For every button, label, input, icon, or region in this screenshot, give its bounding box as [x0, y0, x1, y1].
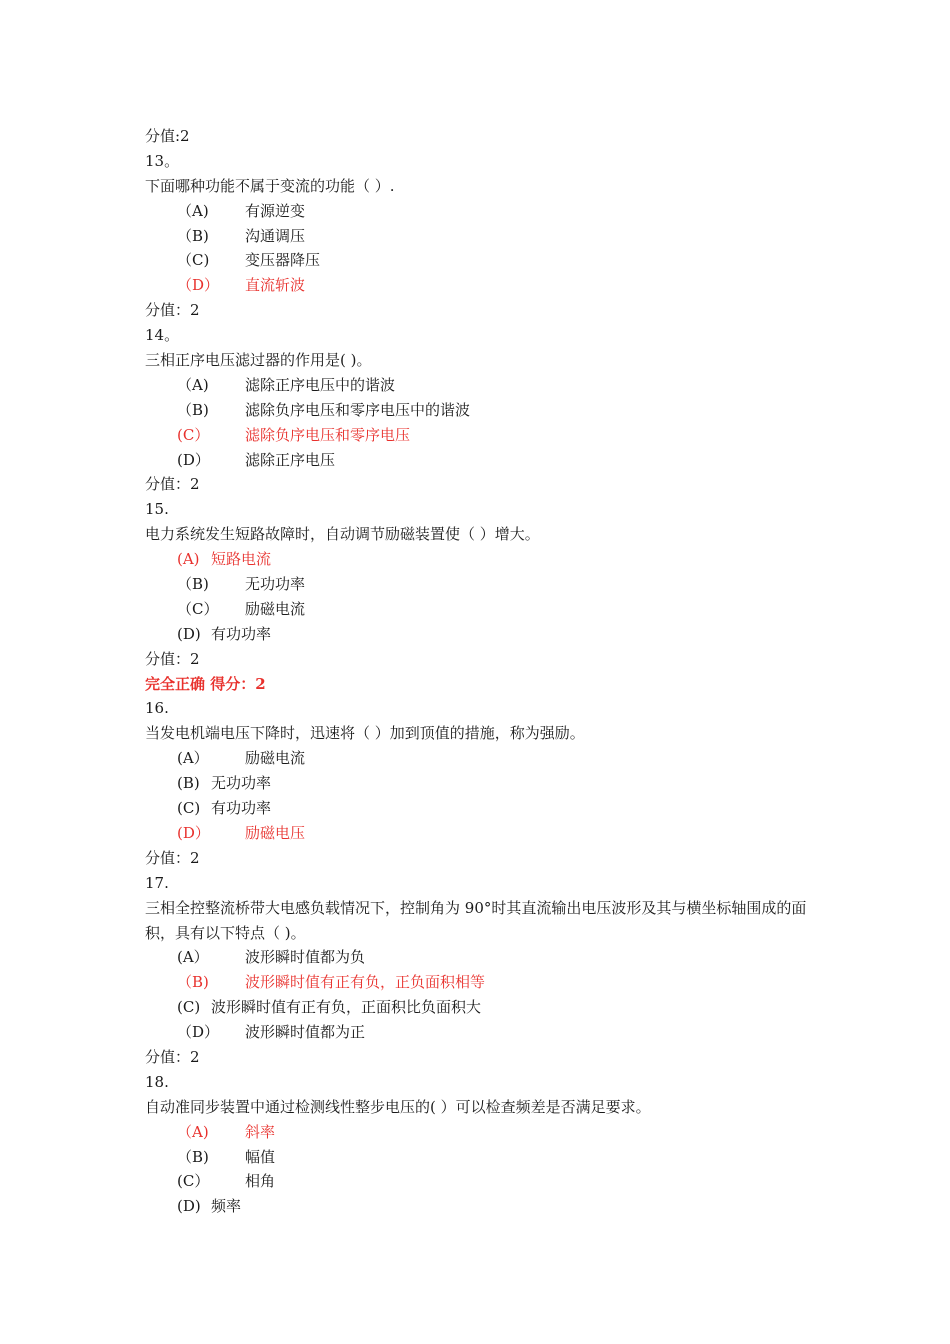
option-b — [145, 572, 825, 597]
option-b — [145, 398, 825, 423]
option-letter: (C） — [177, 425, 210, 444]
option-text: 波形瞬时值都为负 — [245, 948, 366, 967]
option-text: 沟通调压 — [245, 226, 306, 245]
option-c — [145, 995, 825, 1020]
document-page — [145, 124, 825, 1219]
option-text: 励磁电压 — [245, 823, 306, 842]
option-letter: (B) — [177, 774, 200, 793]
option-letter: （A) — [177, 201, 209, 220]
option-letter: (C) — [177, 998, 201, 1017]
option-text: 变压器降压 — [245, 251, 321, 270]
question-number: 18. — [145, 1072, 169, 1091]
option-letter: (D） — [177, 450, 210, 469]
option-letter: （C） — [177, 599, 219, 618]
option-a — [145, 373, 825, 398]
option-text: 相角 — [245, 1172, 276, 1191]
option-text: 有功功率 — [211, 624, 272, 643]
option-d-correct — [145, 273, 825, 298]
intro-score: 分值:2 — [145, 127, 190, 145]
option-letter: （B) — [177, 400, 209, 419]
question-15 — [145, 497, 825, 696]
option-d — [145, 622, 825, 647]
question-number: 13。 — [145, 151, 180, 170]
option-b — [145, 771, 825, 796]
question-14 — [145, 323, 825, 497]
question-text: 下面哪种功能不属于变流的功能（ ）. — [145, 176, 395, 195]
option-a-correct — [145, 1120, 825, 1145]
option-letter: （C) — [177, 251, 210, 270]
question-text: 三相正序电压滤过器的作用是( )。 — [145, 351, 372, 370]
option-text: 波形瞬时值都为正 — [245, 1023, 366, 1042]
option-text: 频率 — [211, 1197, 242, 1216]
question-number: 15. — [145, 500, 169, 519]
option-letter: （B) — [177, 1147, 209, 1166]
question-16 — [145, 696, 825, 870]
option-letter: (A) — [177, 550, 200, 569]
option-text: 滤除正序电压中的谐波 — [245, 375, 396, 394]
question-number: 14。 — [145, 326, 180, 345]
option-text: 波形瞬时值有正有负，正负面积相等 — [245, 973, 486, 992]
option-b — [145, 1145, 825, 1170]
option-letter: （A) — [177, 1122, 209, 1141]
question-score: 分值：2 — [145, 649, 200, 668]
option-d — [145, 1020, 825, 1045]
question-score: 分值：2 — [145, 475, 200, 494]
question-number: 16. — [145, 699, 169, 718]
option-a — [145, 945, 825, 970]
option-c — [145, 796, 825, 821]
option-text: 滤除负序电压和零序电压 — [245, 425, 411, 444]
option-letter: (A） — [177, 749, 209, 768]
option-text: 幅值 — [245, 1147, 276, 1166]
question-score: 分值：2 — [145, 301, 200, 320]
question-score: 分值：2 — [145, 848, 200, 867]
option-c-correct — [145, 423, 825, 448]
option-letter: (D) — [177, 1197, 201, 1216]
question-18 — [145, 1070, 825, 1219]
option-text: 直流斩波 — [245, 276, 306, 295]
option-letter: （B) — [177, 226, 209, 245]
option-letter: (D） — [177, 823, 210, 842]
option-a-correct — [145, 547, 825, 572]
question-number: 17. — [145, 873, 169, 892]
option-text: 无功功率 — [245, 575, 306, 594]
question-13 — [145, 149, 825, 323]
option-text: 励磁电流 — [245, 599, 306, 618]
option-text: 滤除正序电压 — [245, 450, 336, 469]
option-letter: （A) — [177, 375, 209, 394]
option-letter: (C) — [177, 799, 201, 818]
option-text: 斜率 — [245, 1122, 276, 1141]
question-text: 当发电机端电压下降时，迅速将（ ）加到顶值的措施，称为强励。 — [145, 724, 585, 743]
option-c — [145, 1169, 825, 1194]
question-17 — [145, 871, 825, 1070]
option-c — [145, 597, 825, 622]
option-letter: (A） — [177, 948, 209, 967]
option-letter: （D） — [177, 276, 220, 295]
option-text: 波形瞬时值有正有负，正面积比负面积大 — [211, 998, 482, 1017]
question-score: 分值：2 — [145, 1047, 200, 1066]
option-letter: (D) — [177, 624, 201, 643]
option-d-correct — [145, 821, 825, 846]
question-text: 三相全控整流桥带大电感负载情况下，控制角为 90°时其直流输出电压波形及其与横坐标轴围成的面积，具有以下特点（ )。 — [145, 898, 807, 942]
option-c — [145, 248, 825, 273]
option-letter: （D） — [177, 1023, 220, 1042]
option-b-correct — [145, 970, 825, 995]
question-text: 电力系统发生短路故障时，自动调节励磁装置使（ ）增大。 — [145, 525, 540, 544]
option-text: 有源逆变 — [245, 201, 306, 220]
option-text: 短路电流 — [211, 550, 272, 569]
option-d — [145, 448, 825, 473]
option-text: 有功功率 — [211, 799, 272, 818]
option-a — [145, 199, 825, 224]
question-text: 自动准同步装置中通过检测线性整步电压的( ）可以检查频差是否满足要求。 — [145, 1097, 651, 1116]
option-text: 无功功率 — [211, 774, 272, 793]
result-badge: 完全正确 得分：2 — [145, 674, 266, 693]
option-letter: （B) — [177, 575, 209, 594]
option-b — [145, 224, 825, 249]
option-letter: （B) — [177, 973, 209, 992]
option-a — [145, 746, 825, 771]
option-d — [145, 1194, 825, 1219]
option-text: 滤除负序电压和零序电压中的谐波 — [245, 400, 471, 419]
option-letter: (C） — [177, 1172, 210, 1191]
option-text: 励磁电流 — [245, 749, 306, 768]
